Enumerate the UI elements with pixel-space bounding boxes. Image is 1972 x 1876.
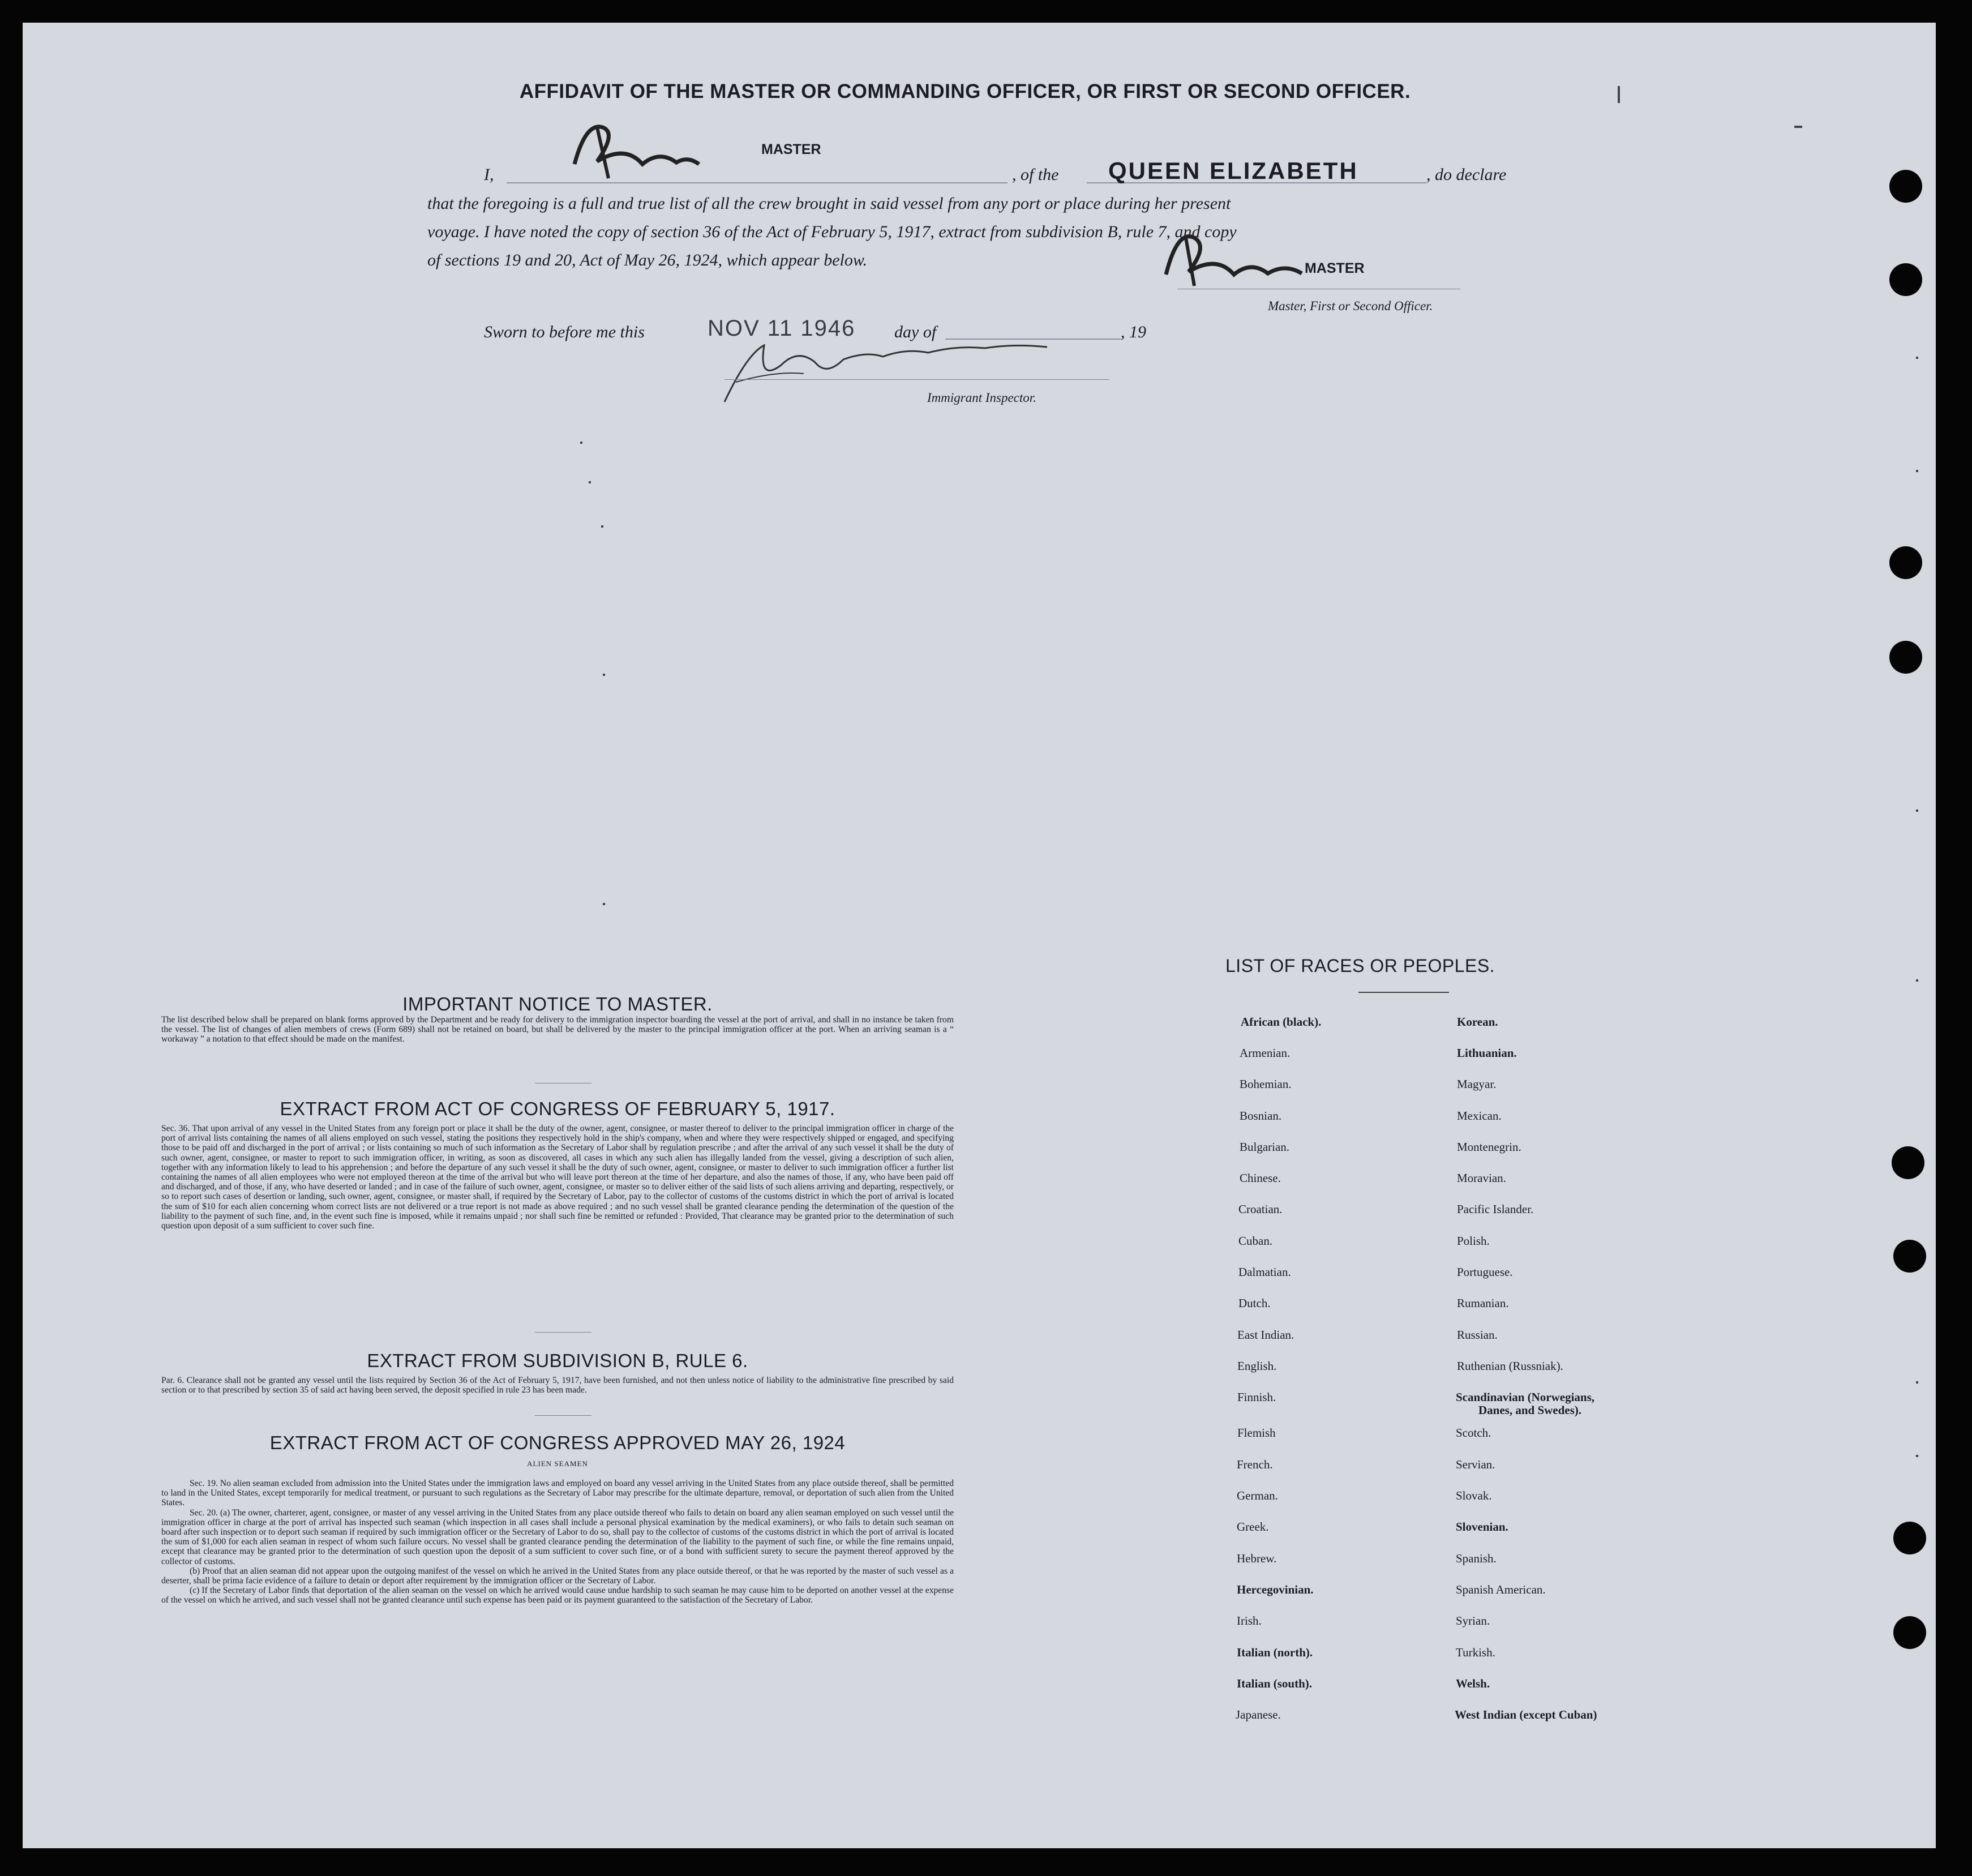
inspector-caption: Immigrant Inspector. [927,391,1036,405]
race-item: Flemish [1237,1426,1276,1440]
sec-20a: Sec. 20. (a) The owner, charterer, agent, consignee, or master of any vessel arriving in the United States from any place outside thereof who fails to detain on board any alien seaman employed on such vessel until the immigration officer in charge at the port of arrival has inspected such seaman (which inspection in all cases shall include a personal physical examination by the medical examiners), or who fails to detain such seaman on board after such inspection or to deport such seaman if required by such immigration officer or the Secretary of Labor to do so, shall pay to the collector of customs of the customs district in which the port of arrival is located the sum of $1,000 for each alien seaman in respect of whom such failure occurs. No vessel shall be granted clearance pending the determination of the liability to the payment of such fine, or while the fine remains unpaid, except that clearance may be granted prior to the determination of such question upon the deposit of a sum sufficient to cover such fine, or of a bond with sufficient surety to secure the payment thereof approved by the collector of customs. [161,1507,954,1566]
race-item: Syrian. [1456,1614,1490,1627]
race-item: Croatian. [1238,1202,1283,1216]
race-item: Portuguese. [1457,1265,1513,1279]
margin-mark [1916,357,1918,359]
race-item: Slovak. [1456,1489,1492,1502]
race-item: Danes, and Swedes). [1478,1403,1582,1417]
speck [603,903,605,905]
race-item: Montenegrin. [1457,1140,1521,1154]
affidavit-title: AFFIDAVIT OF THE MASTER OR COMMANDING OFFICER, OR FIRST OR SECOND OFFICER. [519,80,1411,102]
affidavit-line-2: that the foregoing is a full and true list of all the crew brought in said vessel from any port or place during her present [427,194,1231,213]
race-item: Dalmatian. [1238,1265,1291,1279]
race-item: Japanese. [1236,1708,1281,1721]
punch-hole [1893,1522,1926,1554]
inspector-signature-line [725,379,1109,380]
separator [535,1415,591,1416]
race-item: Moravian. [1457,1171,1506,1185]
race-item: Scandinavian (Norwegians, [1456,1390,1595,1404]
race-item: Mexican. [1457,1109,1502,1123]
punch-hole [1889,170,1922,203]
extract-1917-body: Sec. 36. That upon arrival of any vessel in the United States from any foreign port or place it shall be the duty of the owner, agent, consignee, or master thereof to deliver to the principal immigration officer in charge of the port of arrival lists containing the names of all aliens employed on such vessel, stating the positions they respectively hold in the ship's company, when and where they were respectively shipped or engaged, and specifying those to be paid off and discharged in the port of arrival ; or lists containing so much of such information as the Secretary of Labor shall by regulation prescribe ; and after the arrival of any such vessel it shall be the duty of such owner, agent, consignee, or master to report to such immigration officer, in writing, as soon as discovered, all cases in which any such alien has illegally landed from the vessel, giving a description of such alien, together with any information likely to lead to his apprehension ; and before the departure of any such vessel it shall be the duty of such owner, agent, consignee, or master to deliver to such immigration officer a further list containing the names of all alien employees who were not employed thereon at the time of the arrival but who will leave port thereon at the time of her departure, and also the names of those, if any, who have been paid off and discharged, and of those, if any, who have deserted or landed ; and in case of the failure of such owner, agent, consignee, or master so to deliver either of the said lists of such aliens arriving and departing, respectively, or so to report such cases of desertion or landing, such owner, agent, consignee, or master shall, if required by the Secretary of Labor, pay to the collector of customs of the customs district in which the port of arrival is located the sum of $10 for each alien concerning whom correct lists are not delivered or a true report is not made as above required ; and no such vessel shall be granted clearance pending the determination of the question of the liability to the payment of such fine, and, in the event such fine is imposed, while it remains unpaid ; nor shall such fine be remitted or refunded : Provided, That clearance may be granted prior to the determination of such question upon deposit of a sum sufficient to cover such fine. [161,1124,954,1231]
punch-hole [1893,1240,1926,1273]
notice-body: The list described below shall be prepared on blank forms approved by the Department and be ready for delivery to the immigration inspector boarding the vessel at the port of arrival, and shall in no instance be taken from the vessel. The list of changes of alien members of crews (Form 689) shall not be retained on board, but shall be delivered by the master to the principal immigration officer at the port. When an arriving seaman is a “ workaway ” a notation to that effect should be made on the manifest. [161,1015,954,1044]
race-item: Irish. [1237,1614,1262,1627]
race-item: Slovenian. [1456,1520,1508,1534]
extract-1924-title: EXTRACT FROM ACT OF CONGRESS APPROVED MAY 26, 1924 [269,1432,846,1453]
race-item: Armenian. [1240,1046,1291,1060]
punch-hole [1893,1616,1926,1649]
race-item: Lithuanian. [1457,1046,1517,1060]
margin-mark [1916,809,1918,812]
master-signature [563,110,710,190]
margin-mark [1618,86,1620,103]
of-the-label: , of the [1012,165,1059,184]
separator [535,1332,591,1333]
sworn-label: Sworn to before me this [484,323,645,341]
race-item: Italian (north). [1237,1646,1313,1659]
master-stamp-2: MASTER [1305,260,1365,276]
sec-20b: (b) Proof that an alien seaman did not appear upon the outgoing manifest of the vessel on which he arrived in the United States from any place outside thereof, or that he was reported by the master of such vessel as a deserter, shall be prima facie evidence of a failure to detain or deport after requirement by the immigration officer or the Secretary of Labor. [161,1566,954,1586]
race-item: German. [1237,1489,1278,1502]
race-item: Hebrew. [1237,1552,1277,1565]
race-item: Spanish. [1456,1552,1497,1565]
extract-rule6-title: EXTRACT FROM SUBDIVISION B, RULE 6. [367,1350,748,1371]
race-item: Greek. [1237,1520,1269,1534]
race-item: Welsh. [1456,1677,1490,1690]
speck [589,481,591,483]
race-item: French. [1237,1458,1273,1471]
sec-20c: (c) If the Secretary of Labor finds that deportation of the alien seaman on the vessel on which he arrived would cause undue hardship to such seaman he may cause him to be deported on another vessel at the expense of the vessel on which he arrived, and such vessel shall not be granted clearance until such expense has been paid or its payment guaranteed to the satisfaction of the Secretary of Labor. [161,1586,954,1605]
margin-mark [1916,1381,1918,1384]
extract-1924-subtitle: ALIEN SEAMEN [527,1459,588,1468]
race-item: West Indian (except Cuban) [1455,1708,1597,1721]
race-item: Hercegovinian. [1237,1583,1314,1596]
race-item: Korean. [1457,1015,1498,1029]
race-item: Polish. [1457,1234,1490,1248]
race-item: Magyar. [1457,1077,1497,1091]
officer-caption: Master, First or Second Officer. [1268,299,1433,313]
race-item: African (black). [1241,1015,1322,1029]
race-item: Dutch. [1238,1296,1271,1310]
race-item: Bohemian. [1240,1077,1292,1091]
race-item: Cuban. [1238,1234,1273,1248]
race-item: Rumanian. [1457,1296,1509,1310]
race-item: Italian (south). [1237,1677,1313,1690]
speck [580,442,582,444]
race-item: Turkish. [1456,1646,1495,1659]
race-item: Russian. [1457,1328,1498,1342]
margin-mark [1916,1455,1918,1457]
race-item: East Indian. [1237,1328,1294,1342]
race-item: Spanish American. [1456,1583,1546,1596]
punch-hole [1889,641,1922,674]
sworn-date-stamp: NOV 11 1946 [708,316,856,341]
margin-mark [1794,126,1802,128]
affidavit-line-3: voyage. I have noted the copy of section 36 of the Act of February 5, 1917, extract from subdivision B, rule 7, and copy [427,222,1237,241]
races-underline [1358,992,1449,993]
race-item: Scotch. [1456,1426,1491,1440]
officer-signature [1155,224,1313,292]
affidavit-i-label: I, [484,165,494,184]
races-title: LIST OF RACES OR PEOPLES. [1225,956,1495,976]
race-item: Servian. [1456,1458,1495,1471]
race-item: English. [1237,1359,1277,1373]
notice-title: IMPORTANT NOTICE TO MASTER. [402,993,713,1014]
speck [601,525,603,528]
extract-1917-title: EXTRACT FROM ACT OF CONGRESS OF FEBRUARY 5, 1917. [280,1098,835,1119]
race-item: Chinese. [1240,1171,1281,1185]
punch-hole [1889,263,1922,296]
margin-mark [1916,470,1918,472]
vessel-name: QUEEN ELIZABETH [1108,157,1358,184]
extract-1924-body [161,1479,954,1605]
speck [603,674,605,676]
margin-mark [1916,979,1918,982]
day-of-label: day of [894,323,937,341]
race-item: Bosnian. [1240,1109,1282,1123]
race-item: Finnish. [1237,1390,1276,1404]
year-label: , 19 [1121,323,1146,341]
punch-hole [1889,546,1922,579]
do-declare-label: , do declare [1426,165,1507,184]
sec-19: Sec. 19. No alien seaman excluded from admission into the United States under the immigration laws and employed on board any vessel arriving in the United States from any place outside thereof, shall be permitted to land in the United States, except temporarily for medical treatment, or pursuant to such regulations as the Secretary of Labor may prescribe for the ultimate departure, removal, or deportation of such alien from the United States. [161,1479,954,1508]
master-stamp: MASTER [761,142,821,157]
extract-rule6-body: Par. 6. Clearance shall not be granted any vessel until the lists required by Section 36 of the Act of February 5, 1917, have been furnished, and not then unless notice of liability to the administrative fine prescribed by said section or to that prescribed by section 35 of said act having been served, the deposit specified in rule 23 has been made. [161,1376,954,1395]
race-item: Bulgarian. [1240,1140,1290,1154]
document-page [23,23,1936,1848]
punch-hole [1892,1146,1924,1179]
race-item: Pacific Islander. [1457,1202,1534,1216]
race-item: Ruthenian (Russniak). [1457,1359,1563,1373]
affidavit-line-4: of sections 19 and 20, Act of May 26, 1924, which appear below. [427,251,868,269]
